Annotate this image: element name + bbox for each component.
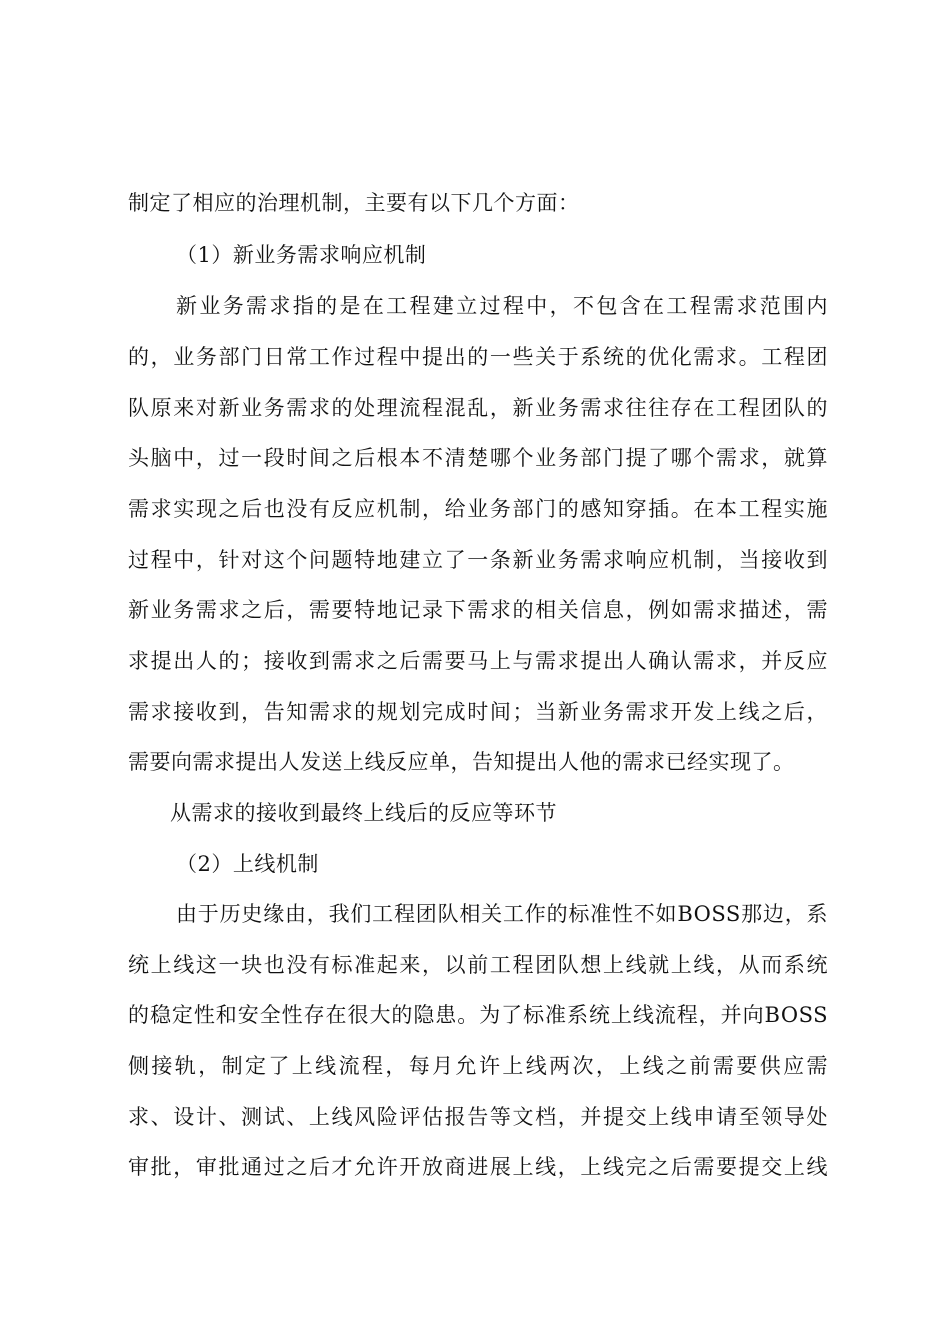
paragraph-line: 的稳定性和安全性存在很大的隐患。为了标准系统上线流程，并向BOSS <box>128 1003 828 1027</box>
paragraph-line: 审批，审批通过之后才允许开放商进展上线，上线完之后需要提交上线 <box>128 1155 828 1179</box>
paragraph-line: 头脑中，过一段时间之后根本不清楚哪个业务部门提了哪个需求，就算 <box>128 446 828 470</box>
paragraph-line-intro: 制定了相应的治理机制，主要有以下几个方面： <box>128 191 580 215</box>
paragraph-line: 需求接收到，告知需求的规划完成时间；当新业务需求开发上线之后， <box>128 700 828 724</box>
paragraph-line: 统上线这一块也没有标准起来，以前工程团队想上线就上线，从而系统 <box>128 953 828 977</box>
paragraph-line: 队原来对新业务需求的处理流程混乱，新业务需求往往存在工程团队的 <box>128 396 828 420</box>
paragraph-line: 由于历史缘由，我们工程团队相关工作的标准性不如BOSS那边，系 <box>176 902 828 926</box>
paragraph-line: 新业务需求指的是在工程建立过程中，不包含在工程需求范围内 <box>176 294 828 318</box>
paragraph-line: 新业务需求之后，需要特地记录下需求的相关信息，例如需求描述，需 <box>128 598 828 622</box>
section-heading-1: （1）新业务需求响应机制 <box>176 243 427 267</box>
paragraph-line: 从需求的接收到最终上线后的反应等环节 <box>170 801 557 825</box>
section-heading-2: （2）上线机制 <box>176 852 319 876</box>
paragraph-line: 的，业务部门日常工作过程中提出的一些关于系统的优化需求。工程团 <box>128 345 828 369</box>
paragraph-line: 侧接轨，制定了上线流程，每月允许上线两次，上线之前需要供应需 <box>128 1054 828 1078</box>
paragraph-line: 需求实现之后也没有反应机制，给业务部门的感知穿插。在本工程实施 <box>128 497 828 521</box>
paragraph-line: 需要向需求提出人发送上线反应单，告知提出人他的需求已经实现了。 <box>128 750 795 774</box>
paragraph-line: 求提出人的；接收到需求之后需要马上与需求提出人确认需求，并反应 <box>128 649 828 673</box>
paragraph-line: 过程中，针对这个问题特地建立了一条新业务需求响应机制，当接收到 <box>128 548 828 572</box>
paragraph-line: 求、设计、测试、上线风险评估报告等文档，并提交上线申请至领导处 <box>128 1105 828 1129</box>
